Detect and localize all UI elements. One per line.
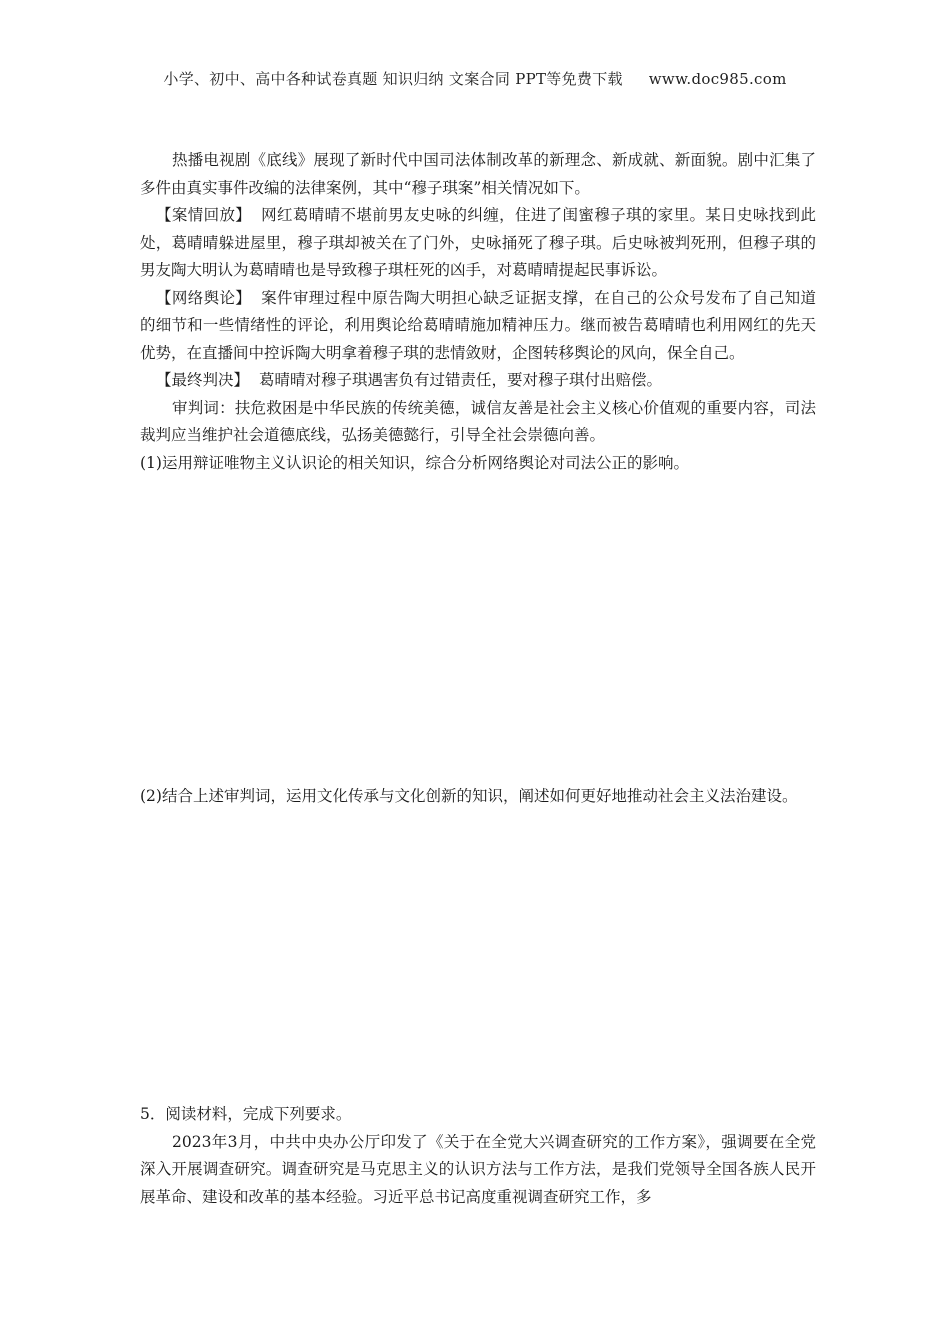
section-case-review xyxy=(140,202,816,285)
section-text: 案件审理过程中原告陶大明担心缺乏证据支撑，在自己的公众号发布了自己知道的细节和一些情绪性的评论，利用舆论给葛晴晴施加精神压力。继而被告葛晴晴也利用网红的先天优势，在直播间中控诉陶大明拿着穆子琪的悲情敛财，企图转移舆论的风向，保全自己。 xyxy=(140,288,816,362)
verdict-text: 审判词：扶危救困是中华民族的传统美德，诚信友善是社会主义核心价值观的重要内容，司法裁判应当维护社会道德底线，弘扬美德懿行，引导全社会崇德向善。 xyxy=(140,398,816,444)
material-intro: 热播电视剧《底线》展现了新时代中国司法体制改革的新理念、新成就、新面貌。剧中汇集了多件由真实事件改编的法律案例，其中“穆子琪案”相关情况如下。 xyxy=(140,151,816,197)
problem-5-text: 2023年3月，中共中央办公厅印发了《关于在全党大兴调查研究的工作方案》，强调要在全党深入开展调查研究。调查研究是马克思主义的认识方法与工作方法，是我们党领导全国各族人民开展革命、建设和改革的基本经验。习近平总书记高度重视调查研究工作，多 xyxy=(140,1132,816,1206)
header-text: 小学、初中、高中各种试卷真题 知识归纳 文案合同 PPT等免费下载 xyxy=(163,70,623,88)
section-final-judgment xyxy=(140,367,816,395)
question-1: (1)运用辩证唯物主义认识论的相关知识，综合分析网络舆论对司法公正的影响。 xyxy=(140,453,689,472)
header-site: www.doc985.com xyxy=(648,70,787,88)
problem-5-block xyxy=(140,1101,816,1211)
section-label: 【最终判决】 xyxy=(156,371,250,389)
page-header xyxy=(0,68,950,89)
question-2: (2)结合上述审判词，运用文化传承与文化创新的知识，阐述如何更好地推动社会主义法治建设。 xyxy=(140,787,798,805)
question-2-block xyxy=(140,783,816,811)
section-public-opinion xyxy=(140,285,816,368)
section-text: 葛晴晴对穆子琪遇害负有过错责任，要对穆子琪付出赔偿。 xyxy=(259,371,663,389)
section-label: 【网络舆论】 xyxy=(156,288,252,307)
section-text: 网红葛晴晴不堪前男友史咏的纠缠，住进了闺蜜穆子琪的家里。某日史咏找到此处，葛晴晴躲进屋里，穆子琪却被关在了门外，史咏捅死了穆子琪。后史咏被判死刑，但穆子琪的男友陶大明认为葛晴晴也是导致穆子琪枉死的凶手，对葛晴晴提起民事诉讼。 xyxy=(140,206,816,279)
problem-5-title: 5．阅读材料，完成下列要求。 xyxy=(140,1105,352,1123)
section-label: 【案情回放】 xyxy=(156,206,252,224)
material-block xyxy=(140,147,816,477)
